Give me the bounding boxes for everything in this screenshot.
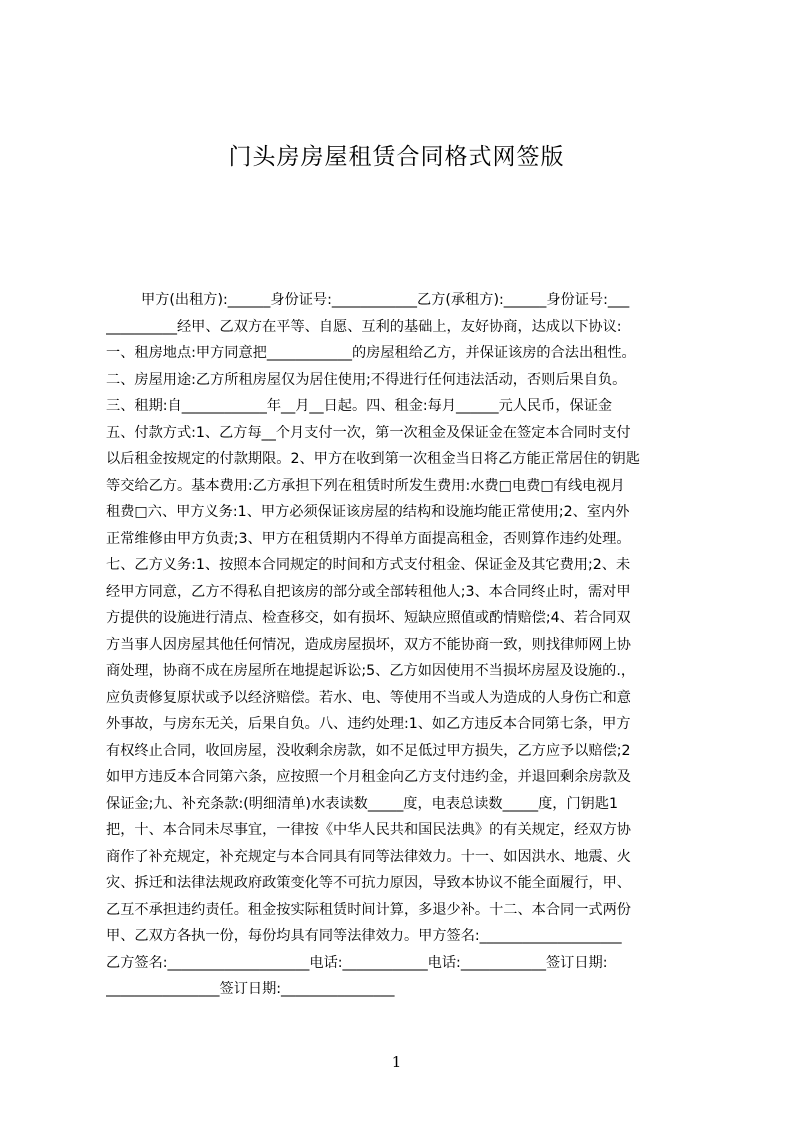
body-line: 商作了补充规定，补充规定与本合同具有同等法律效力。十一、如因洪水、地震、火 <box>106 848 631 865</box>
body-line: 等交给乙方。基本费用:乙方承担下列在租赁时所发生费用:水费□电费□有线电视月 <box>106 477 625 494</box>
body-line: 灾、拆迁和法律法规政府政策变化等不可抗力原因，导致本协议不能全面履行，甲、 <box>106 875 631 891</box>
body-line: 经甲方同意，乙方不得私自把该房的部分或全部转租他人;3、本合同终止时，需对甲 <box>106 583 631 600</box>
body-line: 乙互不承担违约责任。租金按实际租赁时间计算，多退少补。十二、本合同一式两份 <box>106 901 631 918</box>
page-number: 1 <box>391 1053 402 1071</box>
body-line: 应负责修复原状或予以经济赔偿。若水、电、等使用不当或人为造成的人身伤亡和意 <box>106 689 631 706</box>
body-line: __________经甲、乙双方在平等、自愿、互利的基础上，友好协商，达成以下协议: <box>106 318 622 335</box>
body-line: 方当事人因房屋其他任何情况，造成房屋损坏，双方不能协商一致，则找律师网上协 <box>106 636 631 653</box>
body-line: 一、租房地点:甲方同意把____________的房屋租给乙方，并保证该房的合法出租性。 <box>106 345 636 361</box>
body-line: 方提供的设施进行清点、检查移交，如有损坏、短缺应照值或酌情赔偿;4、若合同双 <box>106 610 631 626</box>
body-line: 二、房屋用途:乙方所租房屋仅为居住使用;不得进行任何违法活动，否则后果自负。 <box>106 371 627 388</box>
body-line: 七、乙方义务:1、按照本合同规定的时间和方式支付租金、保证金及其它费用;2、未 <box>106 557 631 573</box>
document-title: 门头房房屋租赁合同格式网签版 <box>228 144 565 170</box>
body-line: 保证金;九、补充条款:(明细清单)水表读数_____度，电表总读数_____度，门钥匙1 <box>106 795 619 812</box>
body-line: 正常维修由甲方负责;3、甲方在租赁期内不得单方面提高租金，否则算作违约处理。 <box>106 530 631 547</box>
body-line: 租费□六、甲方义务:1、甲方必须保证该房屋的结构和设施均能正常使用;2、室内外 <box>106 504 630 520</box>
body-line: 外事故，与房东无关，后果自负。八、违约处理:1、如乙方违反本合同第七条，甲方 <box>106 716 631 732</box>
body-line: ________________签订日期:________________ <box>106 981 395 997</box>
body-line: 甲方(出租方):______身份证号:____________乙方(承租方):______身份证号:___ <box>141 292 630 308</box>
body-line: 把，十、本合同未尽事宜，一律按《中华人民共和国民法典》的有关规定，经双方协 <box>106 822 631 838</box>
body-line: 商处理，协商不成在房屋所在地提起诉讼;5、乙方如因使用不当损坏房屋及设施的.， <box>106 663 636 679</box>
body-line: 甲、乙双方各执一份，每份均具有同等法律效力。甲方签名:____________________ <box>106 928 622 944</box>
contract-body <box>106 287 699 1003</box>
body-line: 五、付款方式:1、乙方每__个月支付一次，第一次租金及保证金在签定本合同时支付 <box>106 424 631 441</box>
body-line: 乙方签名:____________________电话:____________电话:____________签订日期: <box>106 954 608 971</box>
body-line: 以后租金按规定的付款期限。2、甲方在收到第一次租金当日将乙方能正常居住的钥匙 <box>106 451 640 467</box>
body-line: 三、租期:自____________年__月__日起。四、租金:每月______元人民币，保证金 <box>106 398 613 414</box>
body-line: 如甲方违反本合同第六条，应按照一个月租金向乙方支付违约金，并退回剩余房款及 <box>106 769 631 785</box>
body-line: 有权终止合同，收回房屋，没收剩余房款，如不足低过甲方损失，乙方应予以赔偿;2 <box>106 742 631 759</box>
